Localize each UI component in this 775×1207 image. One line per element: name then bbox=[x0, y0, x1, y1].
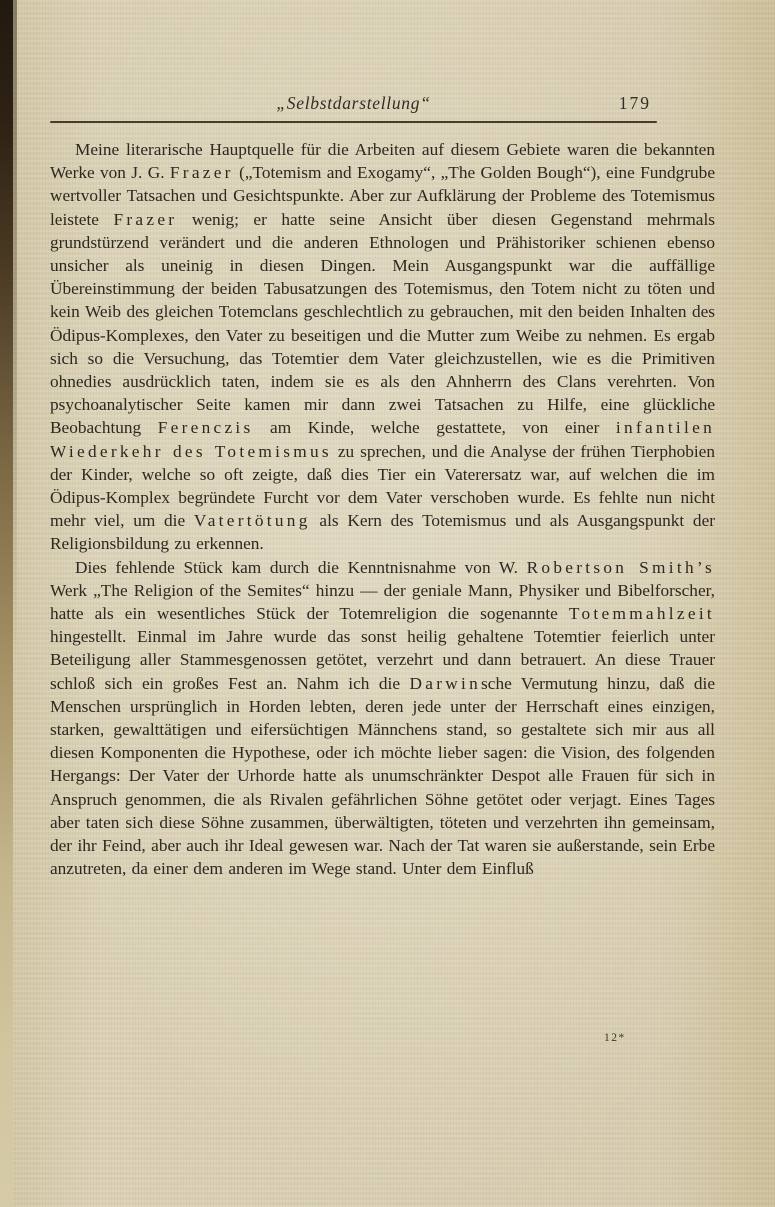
emphasized-text: Ferenczis bbox=[157, 418, 254, 438]
page-number: 179 bbox=[618, 93, 651, 113]
text-segment: sche Vermutung hinzu, daß die Menschen ursprünglich in Horden lebten, deren jede unter der Herrschaft eines einzigen, starken, gewalttätigen und eifersüchtigen Männchens stand, so gestaltete sich mir aus all diesen Komponenten die Hypothese, oder ich möchte lieber sagen: die Vision, des folgenden Hergangs: Der Vater der Urhorde hatte als unumschränkter Despot alle Frauen für sich in Anspruch genommen, die als Rivalen gefährlichen Söhne getötet oder verjagt. Eines Tages aber taten sich diese Söhne zusammen, überwältigten, töteten und verzehrten ihn gemeinsam, der ihr Feind, aber auch ihr Ideal gewesen war. Nach der Tat waren sie außerstande, sein Erbe anzutreten, da einer dem anderen im Wege stand. Unter dem Einfluß bbox=[50, 673, 715, 879]
text-segment: am Kinde, welche gestattete, von einer bbox=[253, 418, 616, 438]
book-binding-edge bbox=[0, 0, 13, 1207]
text-segment: als Kern des Totemismus und als Ausgangspunkt der Religionsbildung zu erkennen. bbox=[50, 511, 715, 554]
header-rule bbox=[50, 121, 657, 123]
emphasized-text: Frazer bbox=[169, 163, 234, 183]
text-segment: Meine literarische Hauptquelle für die Arbeiten auf diesem Gebiete waren die bekannten Werke von J. G. bbox=[50, 140, 715, 183]
text-segment: wenig; er hatte seine Ansicht über diesen Gegenstand mehrmals grundstürzend verändert und die anderen Ethnologen und Prähistoriker schienen ebenso unsicher als uneinig in diesen Dingen. Mein Ausgangspunkt war die auffällige Übereinstimmung der beiden Tabusatzungen des Totemismus, den Totem nicht zu töten und kein Weib des gleichen Totemclans geschlechtlich zu gebrauchen, mit den beiden Inhalten des Ödipus-Komplexes, den Vater zu beseitigen und die Mutter zum Weibe zu nehmen. Es ergab sich so die Versuchung, das Totemtier dem Vater gleichzustellen, wie es die Primitiven ohnedies ausdrücklich taten, indem sie es als den Ahnherrn des Clans verehrten. Von psychoanalytischer Seite kamen mir dann zwei Tatsachen zu Hilfe, eine glückliche Beobachtung bbox=[50, 209, 715, 438]
emphasized-text: Totemmahlzeit bbox=[568, 604, 715, 624]
text-segment: zu sprechen, und die Analyse der frühen Tierphobien der Kinder, welche so oft zeigte, daß dies Tier ein Vaterersatz war, auf welchen die im Ödipus-Komplex begründete Furcht vor dem Vater verschoben wurde. Es fehlte nun nicht mehr viel, um die bbox=[50, 441, 715, 531]
emphasized-text: Robertson Smith’s bbox=[526, 557, 715, 577]
emphasized-text: infantilen Wiederkehr des Totemismus bbox=[50, 418, 715, 461]
emphasized-text: Vatertötung bbox=[193, 511, 311, 531]
body-text bbox=[50, 138, 715, 881]
paragraph bbox=[50, 138, 715, 556]
running-header-title: „Selbstdarstellung“ bbox=[276, 93, 431, 113]
text-segment: („Totemism and Exogamy“, „The Golden Bough“), eine Fundgrube wertvoller Tatsachen und Gesichtspunkte. Aber zur Aufklärung der Probleme des Totemismus leistete bbox=[50, 163, 715, 229]
text-segment: Dies fehlende Stück kam durch die Kenntnisnahme von W. bbox=[75, 557, 527, 577]
text-segment: hingestellt. Einmal im Jahre wurde das sonst heilig gehaltene Totemtier feierlich unter Beteiligung aller Stammesgenossen getötet, verzehrt und dann betrauert. An diese Trauer schloß sich ein großes Fest an. Nahm ich die bbox=[50, 627, 715, 693]
paragraph bbox=[50, 556, 715, 881]
emphasized-text: Frazer bbox=[113, 209, 178, 229]
emphasized-text: Darwin bbox=[409, 673, 482, 693]
text-segment: Werk „The Religion of the Semites“ hinzu — der geniale Mann, Physiker und Bibelforscher, hatte als ein wesentliches Stück der Totemreligion die sogenannte bbox=[50, 580, 715, 624]
signature-mark: 12* bbox=[604, 1032, 626, 1044]
running-header bbox=[50, 93, 657, 123]
